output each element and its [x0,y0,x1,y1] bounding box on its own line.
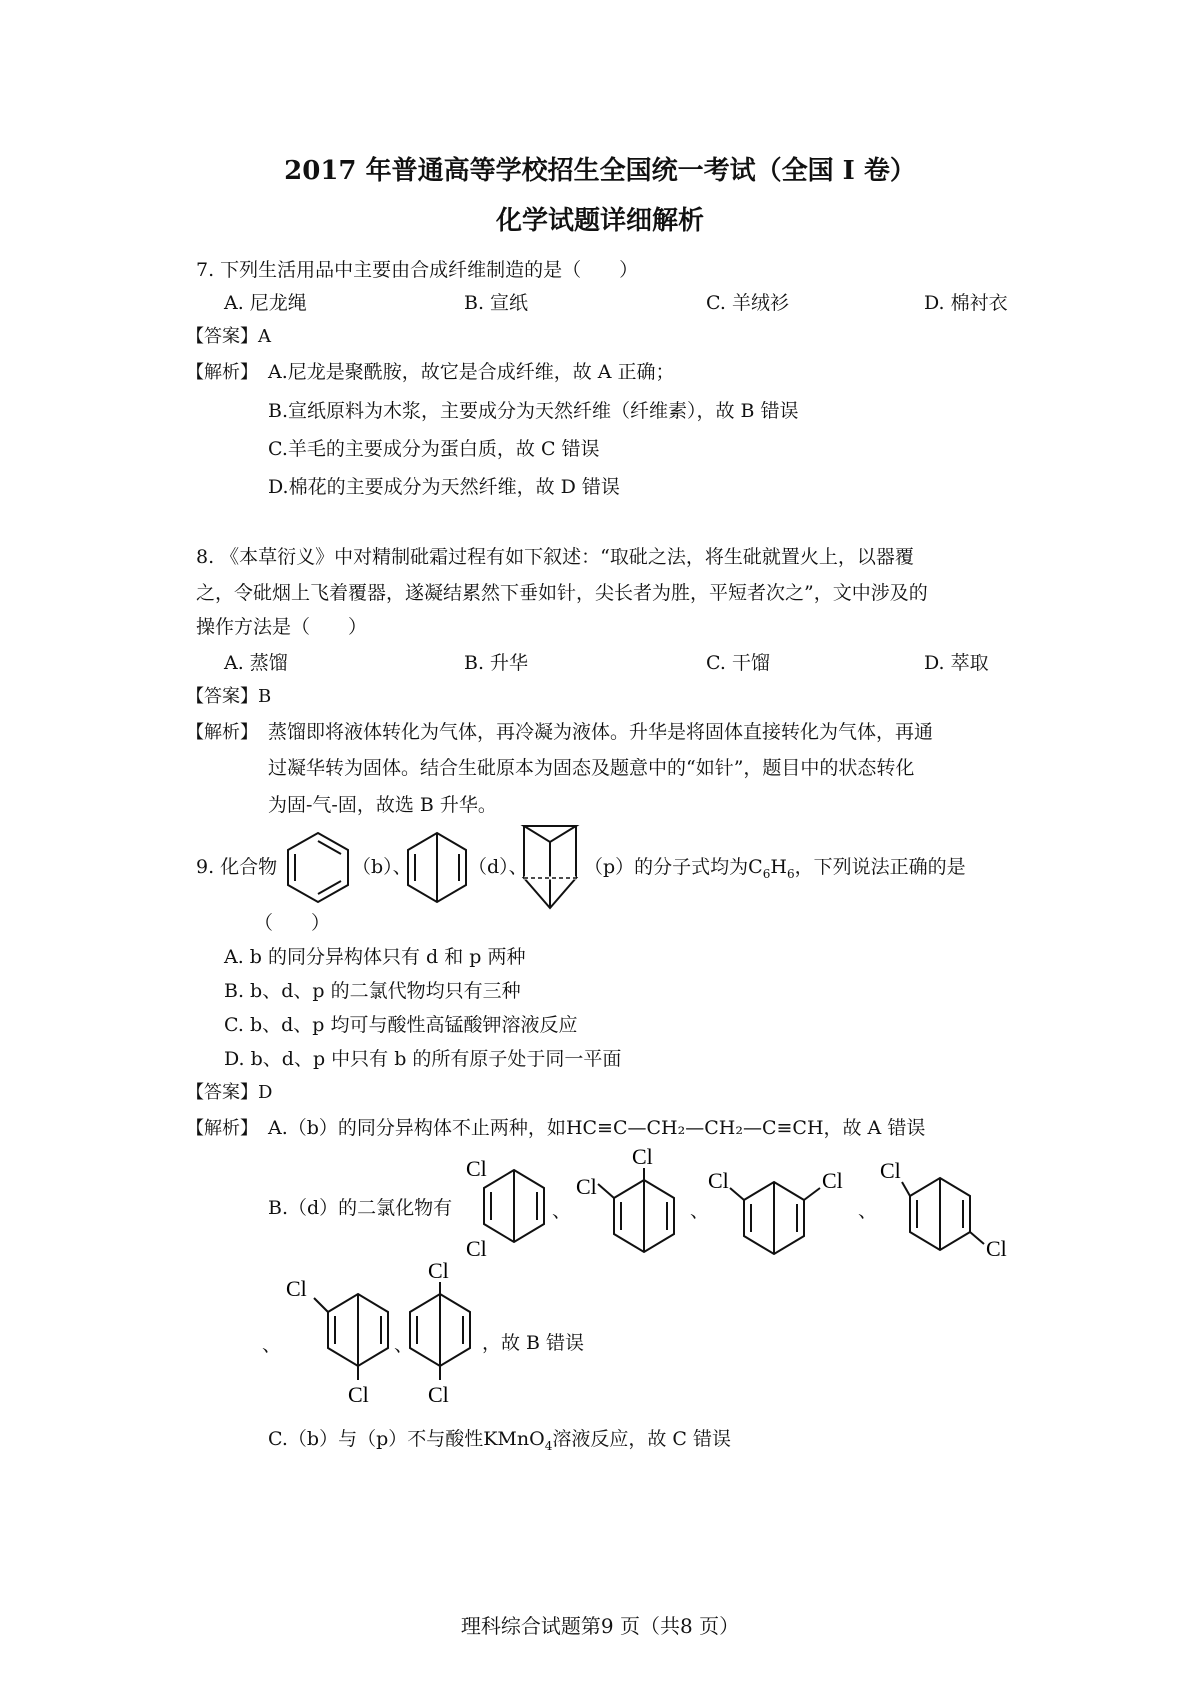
q8-option-d: D. 萃取 [924,652,989,674]
q9-analysis-a [268,1113,925,1140]
q7-analysis-tag: 【解析】 [186,362,258,383]
cl-label: Cl [880,1158,901,1183]
q8-option-b: B. 升华 [464,652,529,674]
q7-answer [186,322,271,348]
separator: 、 [262,1334,282,1356]
q8-analysis-line: 蒸馏即将液体转化为气体，再冷凝为液体。升华是将固体直接转化为气体，再通 [268,721,934,743]
formula-h-sub: 6 [786,866,795,881]
dewar-benzene-structure-d [404,828,470,908]
dichloro-structure [282,1270,392,1410]
separator: 、 [552,1200,572,1222]
answer-tag: 【答案】 [186,1082,258,1103]
q7-option-b: B. 宣纸 [464,292,529,314]
q7-stem: 7. 下列生活用品中主要由合成纤维制造的是（ ） [196,259,639,281]
analysis-c-formula: KMnO [483,1428,545,1450]
cl-label: Cl [428,1382,449,1407]
formula-h: H [770,856,787,878]
dichloro-structure [880,1152,1020,1272]
q9-stem-prefix: 9. 化合物 [196,856,278,878]
page-footer: 理科综合试题第9 页（共8 页） [460,1614,740,1638]
answer-tag: 【答案】 [186,686,258,707]
formula-c: C [748,856,763,878]
q9-option-d: D. b、d、p 中只有 b 的所有原子处于同一平面 [224,1048,622,1070]
q9-stem-suffix: ，下列说法正确的是 [794,856,966,878]
answer-value: B [258,686,272,707]
q8-analysis-line: 过凝华转为固体。结合生砒原本为固态及题意中的“如针”，题目中的状态转化 [268,757,915,779]
cl-label: Cl [708,1168,729,1193]
cl-label: Cl [466,1236,487,1261]
q8-analysis-line: 为固-气-固，故选 B 升华。 [268,794,497,816]
page-title: 2017 年普通高等学校招生全国统一考试（全国 I 卷） [284,156,916,186]
q7-analysis-line: B.宣纸原料为木浆，主要成分为天然纤维（纤维素），故 B 错误 [268,400,799,422]
q7-analysis-line: C.羊毛的主要成分为蛋白质，故 C 错误 [268,438,600,460]
analysis-c-text: C.（b）与（p）不与酸性 [268,1428,484,1450]
cl-label: Cl [466,1156,487,1181]
cl-label: Cl [428,1258,449,1283]
q8-stem-line: 之，令砒烟上飞着覆器，遂凝结累然下垂如针，尖长者为胜，平短者次之”，文中涉及的 [196,582,928,604]
separator: 、 [858,1200,878,1222]
dichloro-structure [576,1144,692,1278]
q9-analysis-tag: 【解析】 [186,1118,258,1139]
benzene-structure-b [283,828,353,908]
q8-analysis-tag: 【解析】 [186,722,258,743]
page-subtitle: 化学试题详细解析 [495,206,704,236]
dichloro-structure [708,1158,852,1268]
q7-analysis-line: D.棉花的主要成分为天然纤维，故 D 错误 [268,476,620,498]
q8-stem-line: 8. 《本草衍义》中对精制砒霜过程有如下叙述：“取砒之法，将生砒就置火上，以器覆 [196,546,914,568]
q7-option-c: C. 羊绒衫 [706,292,789,314]
separator: 、 [394,1334,414,1356]
cl-label: Cl [986,1236,1007,1261]
cl-label: Cl [286,1276,307,1301]
q9-label-d: （d）、 [468,856,528,878]
analysis-c-end: 溶液反应，故 C 错误 [552,1428,731,1450]
q9-label-b: （b）、 [352,856,412,878]
q7-option-d: D. 棉衬衣 [924,292,1008,314]
analysis-a-text: A.（b）的同分异构体不止两种，如 [268,1117,566,1139]
dichloro-structure [402,1258,482,1412]
q9-analysis-b: B.（d）的二氯化物有 [268,1197,453,1219]
cl-label: Cl [576,1174,597,1199]
answer-value: A [258,326,271,347]
analysis-c-sub: 4 [544,1438,553,1453]
q9-label-p: （p）的分子式均为 [584,856,749,878]
q9-option-c: C. b、d、p 均可与酸性高锰酸钾溶液反应 [224,1014,578,1036]
q8-stem-line: 操作方法是（ ） [196,616,368,638]
cl-label: Cl [632,1144,653,1169]
formula-c-sub: 6 [762,866,771,881]
q9-stem-text [584,852,966,881]
q9-option-a: A. b 的同分异构体只有 d 和 p 两种 [224,946,526,968]
cl-label: Cl [822,1168,843,1193]
answer-tag: 【答案】 [186,326,258,347]
q9-paren: （ ） [254,912,331,934]
prismane-structure-p [520,820,584,916]
q9-option-b: B. b、d、p 的二氯代物均只有三种 [224,980,521,1002]
q9-analysis-c [268,1424,731,1453]
q9-answer [186,1078,272,1104]
separator: 、 [690,1200,710,1222]
q8-option-a: A. 蒸馏 [224,652,288,674]
cl-label: Cl [348,1382,369,1407]
answer-value: D [258,1082,273,1103]
q7-option-a: A. 尼龙绳 [224,292,307,314]
analysis-b-end: ，故 B 错误 [482,1332,585,1354]
dichloro-structure [466,1152,550,1272]
analysis-a-end: ，故 A 错误 [823,1117,926,1139]
analysis-a-formula: HC≡C—CH₂—CH₂—C≡CH [565,1117,824,1139]
q8-answer [186,682,271,708]
q8-option-c: C. 干馏 [706,652,770,674]
q7-analysis-line: A.尼龙是聚酰胺，故它是合成纤维，故 A 正确； [268,361,675,383]
